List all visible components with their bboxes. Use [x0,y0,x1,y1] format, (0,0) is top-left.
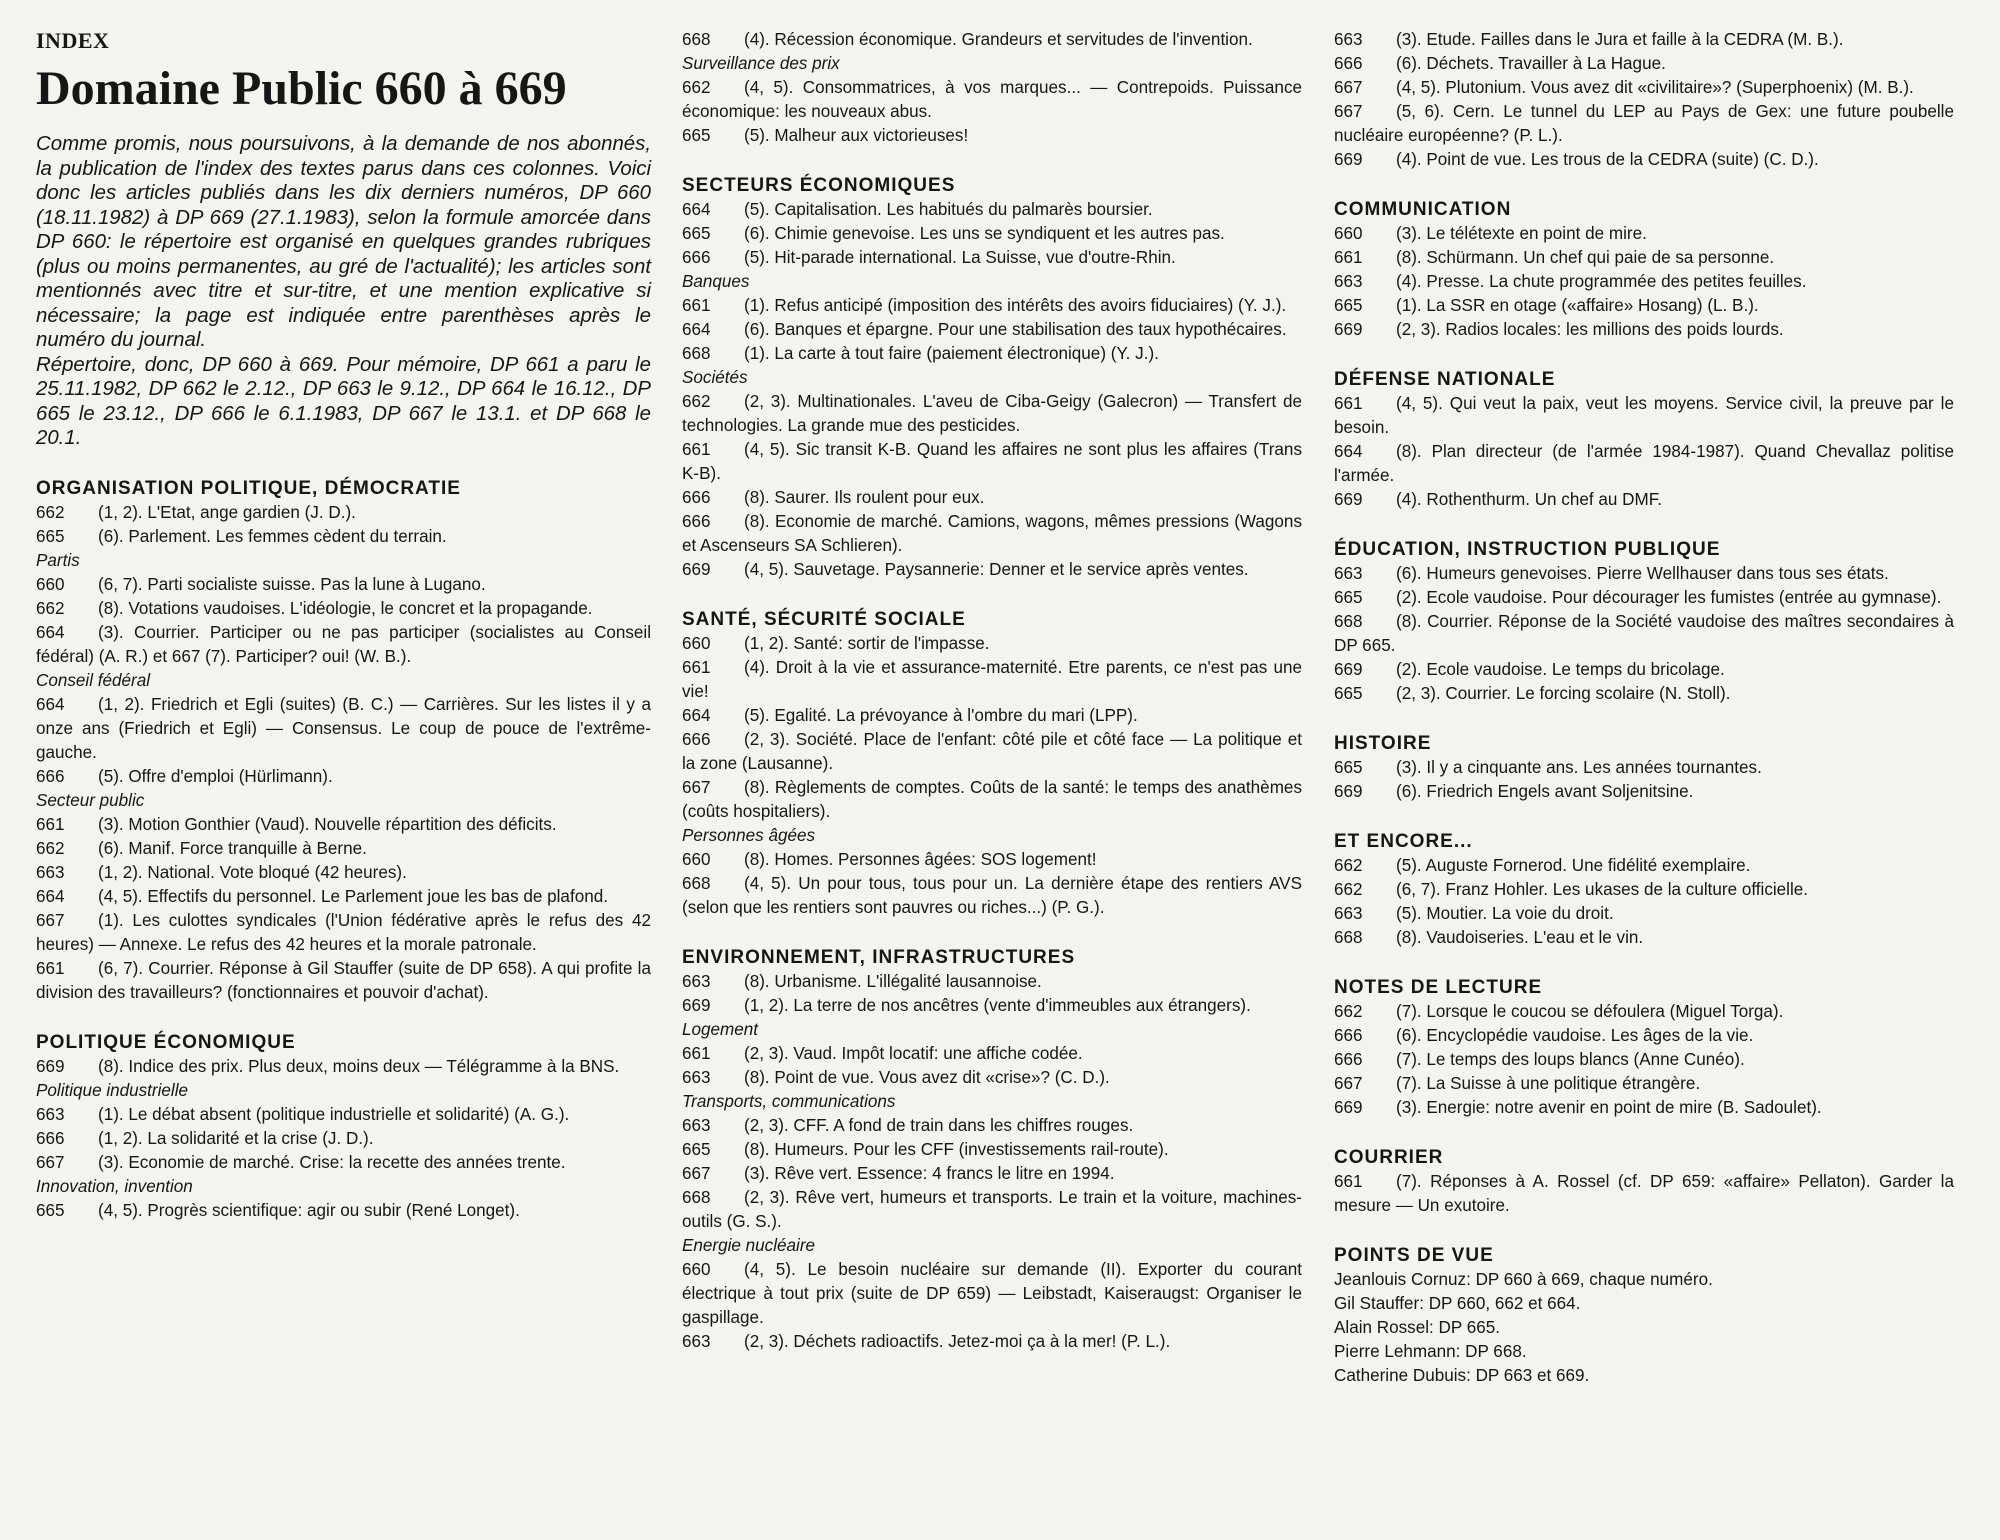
index-entry [682,1114,1302,1138]
column-3 [1334,28,1954,1388]
index-entry [1334,1096,1954,1120]
index-entry [1334,148,1954,172]
issue-number: 664 [682,200,711,219]
index-entry [1334,1072,1954,1096]
contributor-line: Alain Rossel: DP 665. [1334,1318,1500,1337]
issue-number: 669 [36,1056,65,1076]
index-entry [682,1186,1302,1234]
entry-text: (5). Malheur aux victorieuses! [744,126,969,145]
subheading: Surveillance des prix [682,54,840,73]
intro-paragraph: Comme promis, nous poursuivons, à la demande de nos abonnés, la publication de l'index des textes parus dans ces colonnes. Voici donc les articles publiés dans les dix derniers numéros, DP 660 (18.11.1982) à DP 669 (27.1.1983), selon la formule amorcée dans DP 660: le répertoire est organisé en quelques grandes rubriques (plus ou moins permanentes, au gré de l'actualité); les articles sont mentionnés avec titre et sur-titre, et une mention explicative si nécessaire; la page est indiquée entre parenthèses après le numéro du journal. [36,133,651,352]
index-entry [1334,1170,1954,1218]
issue-number: 667 [1334,102,1363,121]
index-section [1334,732,1954,804]
issue-number: 663 [682,1068,711,1087]
entry-text: (8). Plan directeur (de l'armée 1984-1987). Quand Chevallaz politise l'armée. [1334,442,1954,485]
contributor-line: Catherine Dubuis: DP 663 et 669. [1334,1366,1590,1385]
entry-text: (4, 5). Un pour tous, tous pour un. La dernière étape des rentiers AVS (selon que les rentiers sont pauvres ou riches...) (P. G.). [682,874,1302,917]
entry-text: (4). Presse. La chute programmée des petites feuilles. [1396,272,1807,291]
index-entry [1334,926,1954,950]
entry-text: (3). Economie de marché. Crise: la recette des années trente. [98,1152,566,1172]
index-entry [1334,440,1954,488]
issue-number: 668 [682,344,711,363]
issue-number: 663 [1334,272,1363,291]
index-entry [36,621,651,669]
issue-number: 668 [682,874,711,893]
entry-text: (3). Le télétexte en point de mire. [1396,224,1647,243]
subheading: Secteur public [36,790,145,810]
entry-text: (5). Hit-parade international. La Suisse, vue d'outre-Rhin. [744,248,1176,267]
kicker: INDEX [36,28,110,53]
index-section [682,28,1302,148]
index-entry [36,573,651,597]
column-3-sections [1334,28,1954,1388]
index-entry [682,872,1302,920]
index-entry [682,558,1302,582]
entry-text: (2, 3). Déchets radioactifs. Jetez-moi ça à la mer! (P. L.). [744,1332,1171,1351]
index-entry [36,597,651,621]
issue-number: 661 [682,658,711,677]
issue-number: 667 [682,778,711,797]
index-entry [682,124,1302,148]
section-heading: ENVIRONNEMENT, INFRASTRUCTURES [682,947,1076,968]
subheading: Logement [682,1020,759,1039]
index-entry [682,342,1302,366]
section-heading: COMMUNICATION [1334,199,1512,220]
index-entry [682,1066,1302,1090]
entry-text: (4, 5). Sauvetage. Paysannerie: Denner et le service après ventes. [744,560,1249,579]
index-section [1334,830,1954,950]
index-section [1334,198,1954,342]
entry-text: (8). Saurer. Ils roulent pour eux. [744,488,985,507]
index-entry [36,885,651,909]
issue-number: 663 [682,1116,711,1135]
issue-number: 663 [682,1332,711,1351]
entry-text: (6). Chimie genevoise. Les uns se syndiquent et les autres pas. [744,224,1225,243]
entry-text: (3). Etude. Failles dans le Jura et faille à la CEDRA (M. B.). [1396,30,1844,49]
index-entry [682,848,1302,872]
issue-number: 661 [682,440,711,459]
issue-number: 664 [1334,442,1363,461]
entry-text: (2, 3). Rêve vert, humeurs et transports. Le train et la voiture, machines-outils (G. S.). [682,1188,1302,1231]
index-entry [682,776,1302,824]
issue-number: 664 [36,886,65,906]
subheading: Conseil fédéral [36,670,151,690]
entry-text: (3). Rêve vert. Essence: 4 francs le litre en 1994. [744,1164,1115,1183]
issue-number: 667 [36,1152,65,1172]
contributor-line: Jeanlouis Cornuz: DP 660 à 669, chaque numéro. [1334,1270,1713,1289]
index-entry [1334,1048,1954,1072]
index-entry [1334,682,1954,706]
entry-text: (5, 6). Cern. Le tunnel du LEP au Pays de Gex: une future poubelle nucléaire européenne? (P. L.). [1334,102,1954,145]
entry-text: (6). Friedrich Engels avant Soljenitsine. [1396,782,1694,801]
issue-number: 662 [36,502,65,522]
index-entry [36,1055,651,1079]
index-entry [682,294,1302,318]
entry-text: (3). Courrier. Participer ou ne pas participer (socialistes au Conseil fédéral) (A. R.) et 667 (7). Participer? oui! (W. B.). [36,622,651,666]
issue-number: 666 [682,512,711,531]
entry-text: (7). Réponses à A. Rossel (cf. DP 659: «affaire» Pellaton). Garder la mesure — Un exutoire. [1334,1172,1954,1215]
index-entry [36,957,651,1005]
index-section [1334,28,1954,172]
index-entry [682,318,1302,342]
issue-number: 668 [682,1188,711,1207]
index-entry [1334,854,1954,878]
index-entry [1334,76,1954,100]
issue-number: 666 [682,248,711,267]
subheading: Personnes âgées [682,826,816,845]
index-entry [682,1258,1302,1330]
index-section [1334,538,1954,706]
entry-text: (4, 5). Le besoin nucléaire sur demande (II). Exporter du courant électrique à tout prix (suite de DP 659) — Leibstadt, Kaiseraugst: Organiser le gaspillage. [682,1260,1302,1327]
entry-text: (4, 5). Qui veut la paix, veut les moyens. Service civil, la preuve par le besoin. [1334,394,1954,437]
issue-number: 669 [1334,150,1363,169]
index-entry [1334,1024,1954,1048]
issue-number: 665 [1334,588,1363,607]
index-entry [682,1162,1302,1186]
issue-number: 666 [36,766,65,786]
index-section [682,608,1302,920]
index-entry [1334,392,1954,440]
subheading: Transports, communications [682,1092,896,1111]
issue-number: 669 [682,560,711,579]
entry-text: (5). Egalité. La prévoyance à l'ombre du mari (LPP). [744,706,1138,725]
section-heading: POLITIQUE ÉCONOMIQUE [36,1031,296,1053]
page-title: Domaine Public 660 à 669 [36,62,567,115]
index-entry [36,813,651,837]
entry-text: (8). Vaudoiseries. L'eau et le vin. [1396,928,1644,947]
entry-text: (5). Moutier. La voie du droit. [1396,904,1614,923]
index-entry [1334,100,1954,148]
entry-text: (8). Règlements de comptes. Coûts de la santé: le temps des anathèmes (coûts hospitaliers). [682,778,1302,821]
column-2-sections [682,28,1302,1354]
issue-number: 660 [682,850,711,869]
issue-number: 661 [682,1044,711,1063]
entry-text: (6). Parlement. Les femmes cèdent du terrain. [98,526,447,546]
issue-number: 662 [36,598,65,618]
entry-text: (5). Capitalisation. Les habitués du palmarès boursier. [744,200,1153,219]
entry-text: (8). Economie de marché. Camions, wagons, mêmes pressions (Wagons et Ascenseurs SA Schlieren). [682,512,1302,555]
intro-paragraph: Répertoire, donc, DP 660 à 669. Pour mémoire, DP 661 a paru le 25.11.1982, DP 662 le 2.12., DP 663 le 9.12., DP 664 le 16.12., DP 665 le 23.12., DP 666 le 6.1.1983, DP 667 le 13.1. et DP 668 le 20.1. [36,353,651,450]
index-entry [682,656,1302,704]
index-section [36,1031,651,1223]
index-entry [36,1103,651,1127]
contributor-line: Gil Stauffer: DP 660, 662 et 664. [1334,1294,1581,1313]
issue-number: 667 [36,910,65,930]
index-entry [1334,294,1954,318]
subheading: Innovation, invention [36,1176,193,1196]
entry-text: (4, 5). Sic transit K-B. Quand les affaires ne sont plus les affaires (Trans K-B). [682,440,1302,483]
section-heading: ÉDUCATION, INSTRUCTION PUBLIQUE [1334,539,1721,560]
index-entry [682,28,1302,52]
section-heading: NOTES DE LECTURE [1334,977,1543,998]
section-heading: SECTEURS ÉCONOMIQUES [682,175,956,196]
issue-number: 663 [36,1104,65,1124]
issue-number: 660 [36,574,65,594]
entry-text: (2, 3). Multinationales. L'aveu de Ciba-Geigy (Galecron) — Transfert de technologies. La grande mue des pesticides. [682,392,1302,435]
index-section [36,477,651,1005]
index-entry [682,1330,1302,1354]
index-entry [1334,28,1954,52]
issue-number: 665 [36,526,65,546]
entry-text: (6). Humeurs genevoises. Pierre Wellhauser dans tous ses états. [1396,564,1889,583]
entry-text: (4). Point de vue. Les trous de la CEDRA (suite) (C. D.). [1396,150,1819,169]
issue-number: 665 [36,1200,65,1220]
entry-text: (4, 5). Effectifs du personnel. Le Parlement joue les bas de plafond. [98,886,608,906]
entry-text: (4, 5). Plutonium. Vous avez dit «civilitaire»? (Superphoenix) (M. B.). [1396,78,1914,97]
issue-number: 664 [682,706,711,725]
issue-number: 668 [682,30,711,49]
entry-text: (8). Urbanisme. L'illégalité lausannoise. [744,972,1042,991]
entry-text: (1). La carte à tout faire (paiement électronique) (Y. J.). [744,344,1159,363]
issue-number: 661 [1334,248,1363,267]
entry-text: (2). Ecole vaudoise. Le temps du bricolage. [1396,660,1725,679]
index-entry [1334,562,1954,586]
index-entry [682,390,1302,438]
column-2 [682,28,1302,1354]
issue-number: 663 [682,972,711,991]
issue-number: 666 [36,1128,65,1148]
issue-number: 667 [682,1164,711,1183]
index-entry [1334,488,1954,512]
issue-number: 663 [1334,30,1363,49]
issue-number: 669 [1334,782,1363,801]
column-1 [36,28,651,1223]
index-section [1334,368,1954,512]
entry-text: (8). Homes. Personnes âgées: SOS logement! [744,850,1097,869]
issue-number: 660 [1334,224,1363,243]
issue-number: 663 [1334,564,1363,583]
index-entry [1334,878,1954,902]
entry-text: (4). Droit à la vie et assurance-maternité. Etre parents, ce n'est pas une vie! [682,658,1302,701]
issue-number: 665 [1334,684,1363,703]
issue-number: 661 [682,296,711,315]
section-heading: SANTÉ, SÉCURITÉ SOCIALE [682,609,966,630]
index-entry [1334,52,1954,76]
index-entry [1334,658,1954,682]
entry-text: (1, 2). La terre de nos ancêtres (vente d'immeubles aux étrangers). [744,996,1251,1015]
index-entry [1334,318,1954,342]
entry-text: (1, 2). La solidarité et la crise (J. D.). [98,1128,374,1148]
index-entry [682,728,1302,776]
section-heading: DÉFENSE NATIONALE [1334,369,1556,390]
issue-number: 669 [1334,1098,1363,1117]
subheading: Energie nucléaire [682,1236,816,1255]
entry-text: (7). Lorsque le coucou se défoulera (Miguel Torga). [1396,1002,1784,1021]
index-entry [682,970,1302,994]
entry-text: (1). La SSR en otage («affaire» Hosang) (L. B.). [1396,296,1759,315]
entry-text: (6, 7). Courrier. Réponse à Gil Stauffer (suite de DP 658). A qui profite la division des travailleurs? (fonctionnaires et pouvoir d'achat). [36,958,651,1002]
entry-text: (8). Point de vue. Vous avez dit «crise»? (C. D.). [744,1068,1110,1087]
entry-text: (8). Humeurs. Pour les CFF (investissements rail-route). [744,1140,1169,1159]
index-entry [682,438,1302,486]
index-entry [1334,586,1954,610]
entry-text: (7). Le temps des loups blancs (Anne Cunéo). [1396,1050,1745,1069]
entry-text: (7). La Suisse à une politique étrangère. [1396,1074,1701,1093]
index-entry [682,76,1302,124]
entry-text: (3). Il y a cinquante ans. Les années tournantes. [1396,758,1762,777]
entry-text: (1). Le débat absent (politique industrielle et solidarité) (A. G.). [98,1104,570,1124]
issue-number: 663 [36,862,65,882]
entry-text: (3). Motion Gonthier (Vaud). Nouvelle répartition des déficits. [98,814,557,834]
entry-text: (8). Votations vaudoises. L'idéologie, le concret et la propagande. [98,598,593,618]
index-section [1334,1244,1954,1388]
subheading: Banques [682,272,750,291]
index-section [1334,1146,1954,1218]
issue-number: 662 [1334,880,1363,899]
index-entry [682,510,1302,558]
index-entry [1334,780,1954,804]
entry-text: (8). Schürmann. Un chef qui paie de sa personne. [1396,248,1775,267]
subheading: Partis [36,550,80,570]
issue-number: 665 [682,1140,711,1159]
entry-text: (1, 2). Friedrich et Egli (suites) (B. C.) — Carrières. Sur les listes il y a onze ans (Friedrich et Egli) — Consensus. Le coup de pouce de l'extrême-gauche. [36,694,651,762]
issue-number: 662 [1334,1002,1363,1021]
section-heading: COURRIER [1334,1147,1444,1168]
index-entry [36,909,651,957]
issue-number: 669 [1334,660,1363,679]
issue-number: 664 [682,320,711,339]
index-entry [36,1151,651,1175]
section-heading: POINTS DE VUE [1334,1245,1494,1266]
index-entry [36,1127,651,1151]
entry-text: (6, 7). Franz Hohler. Les ukases de la culture officielle. [1396,880,1809,899]
issue-number: 665 [1334,296,1363,315]
entry-text: (6). Manif. Force tranquille à Berne. [98,838,367,858]
index-entry [1334,902,1954,926]
issue-number: 667 [1334,78,1363,97]
index-entry [36,1199,651,1223]
subheading: Politique industrielle [36,1080,189,1100]
entry-text: (8). Indice des prix. Plus deux, moins deux — Télégramme à la BNS. [98,1056,620,1076]
issue-number: 668 [1334,928,1363,947]
entry-text: (2). Ecole vaudoise. Pour décourager les fumistes (entrée au gymnase). [1396,588,1942,607]
index-section [682,946,1302,1354]
entry-text: (1, 2). National. Vote bloqué (42 heures). [98,862,407,882]
entry-text: (6). Encyclopédie vaudoise. Les âges de la vie. [1396,1026,1754,1045]
index-entry [36,525,651,549]
entry-text: (6). Banques et épargne. Pour une stabilisation des taux hypothécaires. [744,320,1287,339]
issue-number: 661 [1334,394,1363,413]
entry-text: (4, 5). Progrès scientifique: agir ou subir (René Longet). [98,1200,520,1220]
issue-number: 662 [682,78,711,97]
issue-number: 666 [1334,54,1363,73]
index-entry [682,246,1302,270]
index-section [1334,976,1954,1120]
index-entry [682,198,1302,222]
issue-number: 666 [682,488,711,507]
contributor-line: Pierre Lehmann: DP 668. [1334,1342,1527,1361]
index-entry [682,632,1302,656]
entry-text: (8). Courrier. Réponse de la Société vaudoise des maîtres secondaires à DP 665. [1334,612,1954,655]
section-heading: ORGANISATION POLITIQUE, DÉMOCRATIE [36,477,461,499]
index-entry [1334,610,1954,658]
index-entry [1334,246,1954,270]
index-entry [36,861,651,885]
index-entry [36,501,651,525]
index-entry [36,765,651,789]
issue-number: 665 [1334,758,1363,777]
issue-number: 666 [682,730,711,749]
index-entry [682,994,1302,1018]
entry-text: (2, 3). Vaud. Impôt locatif: une affiche codée. [744,1044,1083,1063]
index-entry [682,486,1302,510]
index-entry [682,704,1302,728]
entry-text: (1). Les culottes syndicales (l'Union fédérative après le refus des 42 heures) — Annexe. Le refus des 42 heures et la morale patronale. [36,910,651,954]
index-entry [1334,1000,1954,1024]
entry-text: (5). Offre d'emploi (Hürlimann). [98,766,333,786]
index-entry [682,222,1302,246]
index-entry [682,1138,1302,1162]
issue-number: 669 [1334,490,1363,509]
index-entry [1334,222,1954,246]
issue-number: 662 [682,392,711,411]
entry-text: (6). Déchets. Travailler à La Hague. [1396,54,1666,73]
intro-text [36,132,651,451]
subheading: Sociétés [682,368,748,387]
issue-number: 661 [1334,1172,1363,1191]
entry-text: (2, 3). Société. Place de l'enfant: côté pile et côté face — La politique et la zone (Lausanne). [682,730,1302,773]
issue-number: 660 [682,1260,711,1279]
issue-number: 664 [36,694,65,714]
issue-number: 662 [1334,856,1363,875]
entry-text: (4). Rothenthurm. Un chef au DMF. [1396,490,1663,509]
index-entry [1334,270,1954,294]
issue-number: 662 [36,838,65,858]
entry-text: (2, 3). Courrier. Le forcing scolaire (N. Stoll). [1396,684,1731,703]
issue-number: 669 [1334,320,1363,339]
entry-text: (4). Récession économique. Grandeurs et servitudes de l'invention. [744,30,1253,49]
index-entry [36,693,651,765]
issue-number: 665 [682,126,711,145]
section-heading: ET ENCORE... [1334,831,1473,852]
issue-number: 665 [682,224,711,243]
issue-number: 661 [36,814,65,834]
issue-number: 668 [1334,612,1363,631]
entry-text: (3). Energie: notre avenir en point de mire (B. Sadoulet). [1396,1098,1822,1117]
index-entry [1334,756,1954,780]
index-entry [682,1042,1302,1066]
issue-number: 666 [1334,1026,1363,1045]
column-1-sections [36,477,651,1223]
entry-text: (4, 5). Consommatrices, à vos marques... — Contrepoids. Puissance économique: les nouveaux abus. [682,78,1302,121]
issue-number: 664 [36,622,65,642]
issue-number: 669 [682,996,711,1015]
issue-number: 661 [36,958,65,978]
entry-text: (1, 2). L'Etat, ange gardien (J. D.). [98,502,356,522]
issue-number: 667 [1334,1074,1363,1093]
section-heading: HISTOIRE [1334,733,1432,754]
issue-number: 663 [1334,904,1363,923]
issue-number: 660 [682,634,711,653]
entry-text: (1, 2). Santé: sortir de l'impasse. [744,634,990,653]
index-entry [36,837,651,861]
entry-text: (2, 3). Radios locales: les millions des poids lourds. [1396,320,1784,339]
index-section [682,174,1302,582]
entry-text: (2, 3). CFF. A fond de train dans les chiffres rouges. [744,1116,1134,1135]
issue-number: 666 [1334,1050,1363,1069]
entry-text: (6, 7). Parti socialiste suisse. Pas la lune à Lugano. [98,574,486,594]
entry-text: (1). Refus anticipé (imposition des intérêts des avoirs fiduciaires) (Y. J.). [744,296,1287,315]
entry-text: (5). Auguste Fornerod. Une fidélité exemplaire. [1396,856,1751,875]
